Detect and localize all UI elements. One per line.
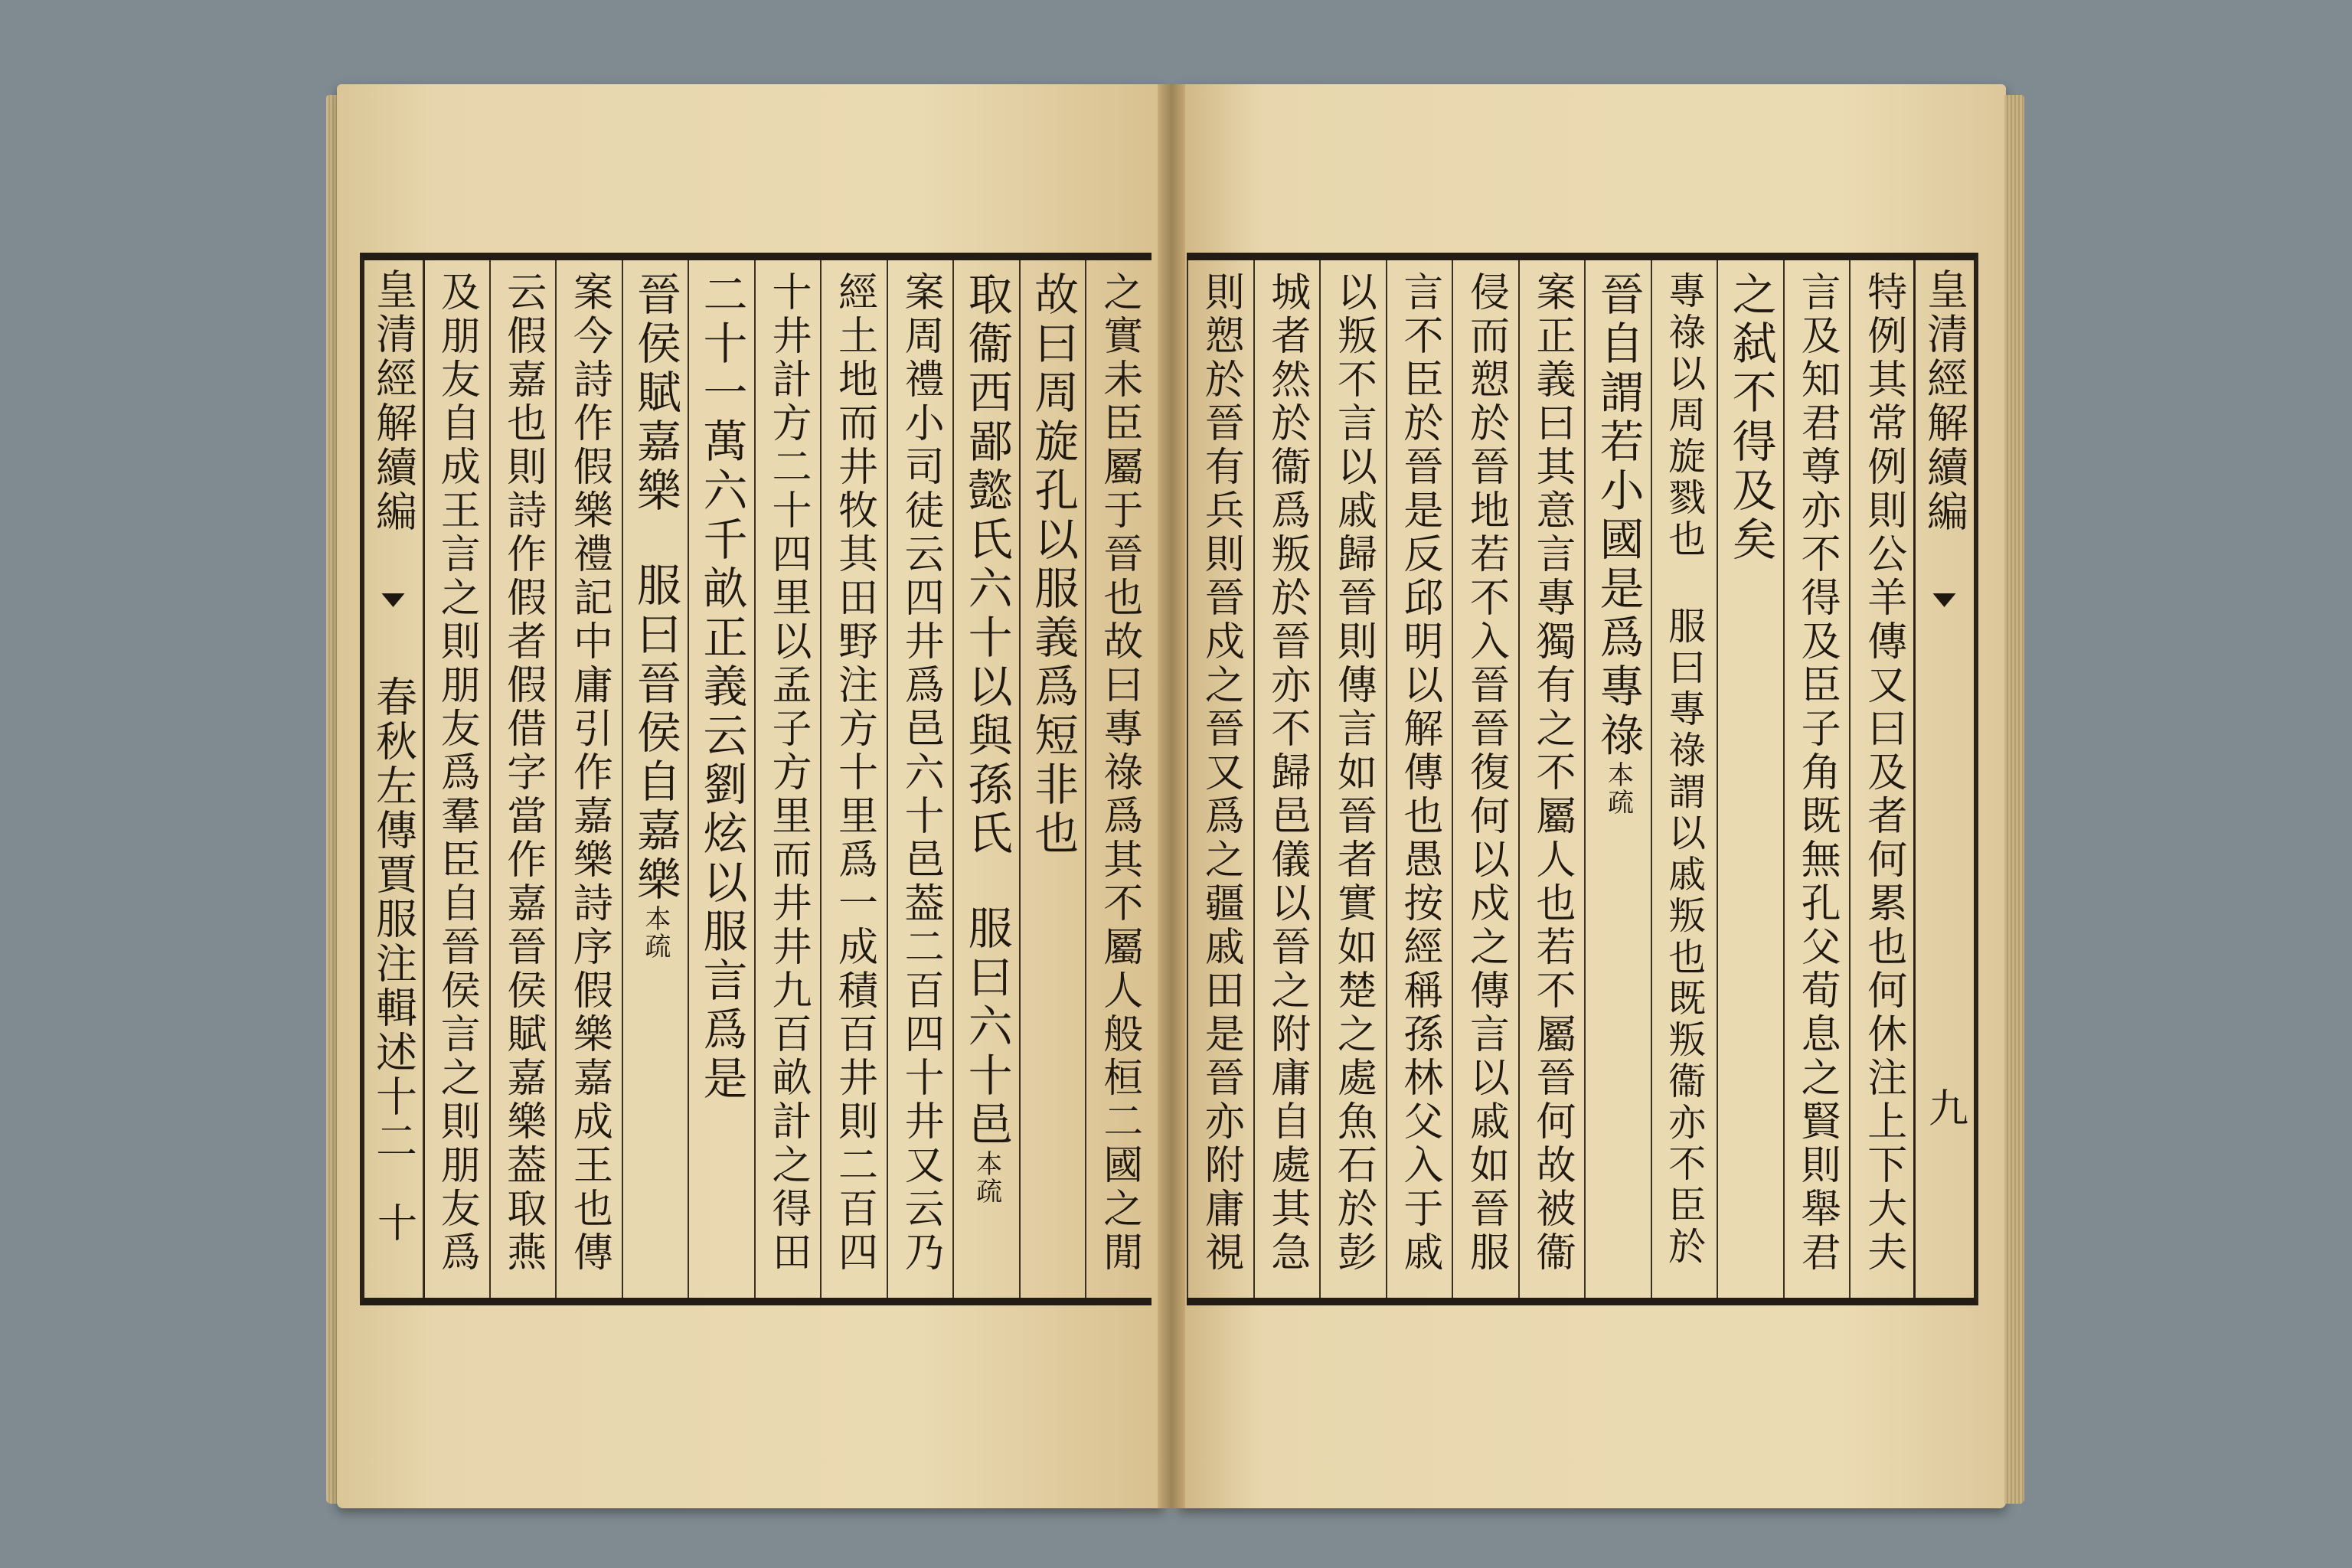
- right-page-number: 九: [1921, 1087, 1968, 1127]
- column-main-text: 晉自謂若小國是爲專祿: [1592, 271, 1645, 761]
- text-column: [1849, 260, 1916, 1298]
- left-text-frame: [360, 253, 1152, 1305]
- text-column: [820, 260, 887, 1298]
- text-column: [1085, 260, 1152, 1298]
- column-main-text: 以叛不言以戚歸晉則傳言如晉者實如楚之處魚石於彭: [1330, 271, 1377, 1275]
- fishtail-mark-icon: [1933, 593, 1956, 616]
- column-gloss-text: 服曰晉侯自嘉樂: [629, 562, 681, 905]
- text-column: [622, 260, 688, 1298]
- column-gloss-text: 服曰六十邑: [960, 905, 1013, 1150]
- text-column: [1452, 260, 1518, 1298]
- column-main-text: 專祿以周旋戮也: [1662, 271, 1707, 560]
- column-main-text: 取衞西鄙懿氏六十以與孫氏: [960, 271, 1013, 859]
- text-column: [1019, 260, 1086, 1298]
- column-main-text: 案今詩作假樂禮記中庸引作嘉樂詩序假樂嘉成王也傳: [566, 271, 612, 1275]
- left-margin-subtitle: 春秋左傳賈服注輯述十二: [369, 675, 418, 1164]
- column-main-text: 侵而愬於晉地若不入晉晉復何以戍之傳言以戚如晉服: [1462, 271, 1509, 1275]
- text-column: [1386, 260, 1452, 1298]
- text-column: [1584, 260, 1651, 1298]
- column-main-text: 之實未臣屬于晉也故曰專祿爲其不屬人般桓二國之閒: [1096, 271, 1142, 1275]
- right-margin-title: 皇清經解續編: [1920, 268, 1969, 534]
- text-column: [489, 260, 556, 1298]
- column-main-text: 十井計方二十四里以孟子方里而井井九百畝計之得田: [764, 271, 811, 1275]
- text-column: [1717, 260, 1783, 1298]
- column-main-text: 特例其常例則公羊傳又曰及者何累也何休注上下大夫: [1860, 271, 1906, 1275]
- column-note-text: 本疏: [1602, 761, 1634, 816]
- text-column: [423, 260, 489, 1298]
- text-column: [1783, 260, 1850, 1298]
- column-main-text: 城者然於衞爲叛於晉亦不歸邑儀以晉之附庸自處其急: [1263, 271, 1310, 1275]
- column-main-text: 之弑不得及矣: [1724, 271, 1777, 565]
- left-page-number: 十: [370, 1202, 416, 1242]
- column-note-text: 本疏: [639, 905, 671, 960]
- right-page-edges: [2004, 95, 2024, 1504]
- text-column: [952, 260, 1019, 1298]
- left-margin-title: 皇清經解續編: [369, 268, 418, 534]
- column-main-text: 言不臣於晉是反邱明以解傳也愚按經稱孫林父入于戚: [1396, 271, 1442, 1275]
- text-column: [887, 260, 953, 1298]
- column-main-text: 及朋友自成王言之則朋友爲羣臣自晉侯言之則朋友爲: [433, 271, 480, 1275]
- column-main-text: 案周禮小司徒云四井爲邑六十邑葢二百四十井又云乃: [897, 271, 944, 1275]
- fishtail-mark-icon: [382, 593, 405, 616]
- column-gloss-text: 服曰專祿謂以戚叛也既叛衞亦不臣於: [1662, 606, 1707, 1268]
- left-margin-strip: [364, 260, 425, 1298]
- text-column: [1319, 260, 1386, 1298]
- column-main-text: 二十一萬六千畝正義云劉炫以服言爲是: [695, 271, 748, 1104]
- text-column: [555, 260, 622, 1298]
- text-column: [1253, 260, 1320, 1298]
- column-main-text: 云假嘉也則詩作假者假借字當作嘉晉侯賦嘉樂葢取燕: [499, 271, 546, 1275]
- column-main-text: 故曰周旋孔以服義爲短非也: [1027, 271, 1080, 859]
- column-main-text: 案正義曰其意言專獨有之不屬人也若不屬晉何故被衞: [1528, 271, 1575, 1275]
- column-main-text: 經土地而井牧其田野注方十里爲一成積百井則二百四: [831, 271, 877, 1275]
- column-main-text: 言及知君尊亦不得及臣子角既無孔父荀息之賢則舉君: [1794, 271, 1841, 1275]
- text-column: [1518, 260, 1585, 1298]
- column-note-text: 本疏: [971, 1150, 1002, 1205]
- text-column: [1187, 260, 1253, 1298]
- right-margin-strip: [1913, 260, 1974, 1298]
- text-column: [1651, 260, 1717, 1298]
- column-main-text: 則愬於晉有兵則晉戍之晉又爲之疆戚田是晉亦附庸視: [1197, 271, 1244, 1275]
- text-column: [754, 260, 821, 1298]
- column-main-text: 晉侯賦嘉樂: [629, 271, 681, 516]
- book-gutter: [1158, 84, 1185, 1508]
- right-text-frame: [1187, 253, 1978, 1305]
- text-column: [688, 260, 754, 1298]
